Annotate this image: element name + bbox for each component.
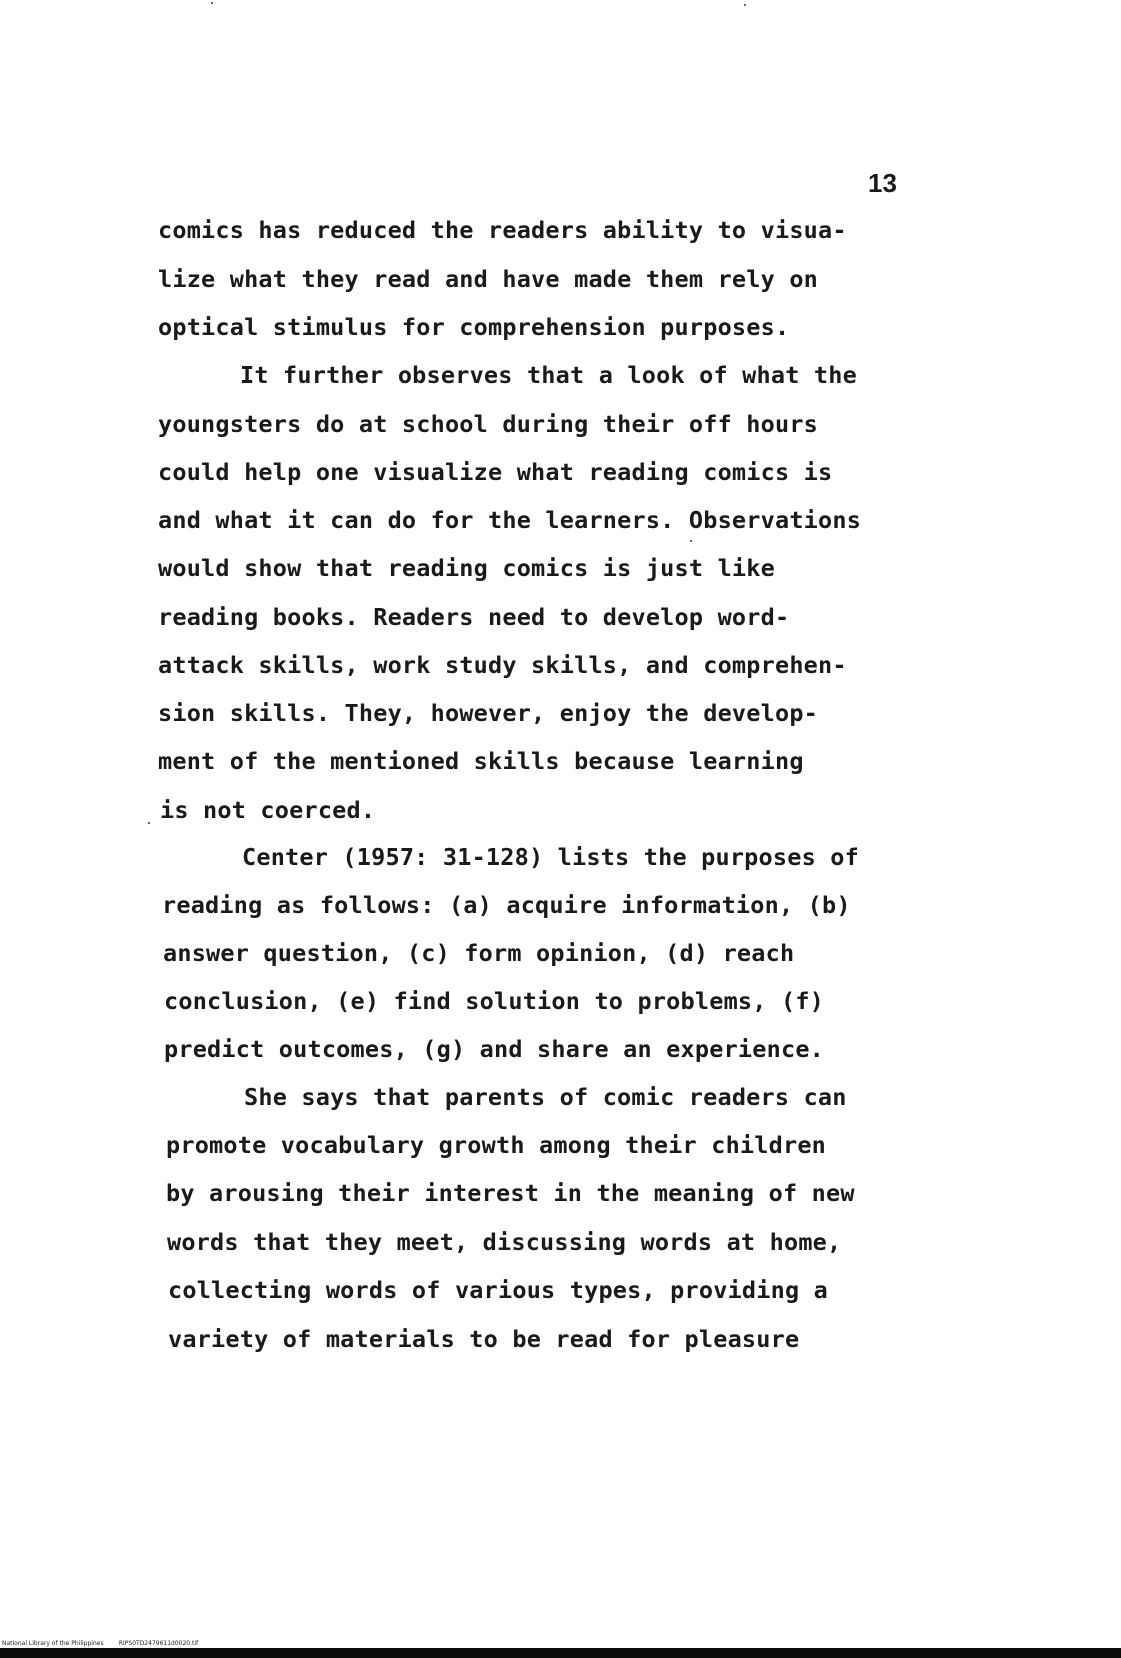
footer-source: National Library of the Philippines [2,1640,104,1647]
text-line-18: predict outcomes, (g) and share an experience. [164,1035,825,1063]
text-line-11: sion skills. They, however, enjoy the develop- [158,699,819,727]
footer-file: RIPS0TD2479611d0020.tif [118,1640,199,1647]
text-line-7: and what it can do for the learners. Observations [158,506,862,534]
text-line-13: is not coerced. [160,796,376,824]
text-line-14: Center (1957: 31-128) lists the purposes of [242,843,859,871]
text-line-22: words that they meet, discussing words at home, [167,1228,842,1256]
text-line-4: It further observes that a look of what the [240,361,857,389]
page-number: 13 [868,168,897,198]
text-line-23: collecting words of various types, providing a [168,1276,829,1304]
scan-footer-bar [0,1648,1121,1658]
text-line-15: reading as follows: (a) acquire information, (b) [162,891,851,919]
text-line-20: promote vocabulary growth among their children [166,1131,827,1159]
text-line-9: reading books. Readers need to develop word- [158,603,790,631]
text-line-6: could help one visualize what reading comics is [158,458,833,486]
text-line-8: would show that reading comics is just like [158,554,775,582]
text-line-1: comics has reduced the readers ability to visua- [158,216,847,244]
scan-speck [211,2,213,4]
text-line-2: lize what they read and have made them rely on [158,265,819,293]
text-line-17: conclusion, (e) find solution to problems, (f) [164,987,825,1015]
text-line-12: ment of the mentioned skills because learning [158,747,804,775]
text-line-16: answer question, (c) form opinion, (d) reach [163,939,795,967]
text-line-24: variety of materials to be read for pleasure [168,1325,800,1353]
text-line-21: by arousing their interest in the meaning of new [166,1179,855,1207]
text-line-10: attack skills, work study skills, and comprehen- [158,651,847,679]
scan-speck [690,540,692,542]
text-line-19: She says that parents of comic readers can [244,1083,847,1111]
scan-speck [744,4,746,6]
text-line-3: optical stimulus for comprehension purposes. [158,313,790,341]
scan-speck [148,822,150,824]
scan-footer-caption [0,1640,1121,1648]
text-line-5: youngsters do at school during their off hours [158,410,819,438]
